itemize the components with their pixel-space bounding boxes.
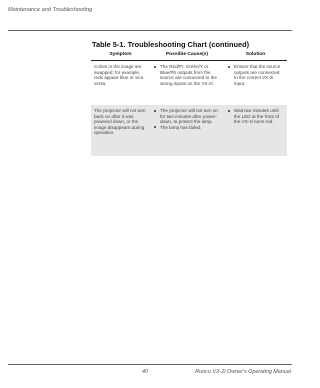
table-header-row (91, 50, 287, 61)
footer-rule (8, 364, 292, 365)
causes-list (153, 64, 221, 86)
running-header: Maintenance and Troubleshooting (8, 7, 93, 13)
page-number: 40 (142, 369, 148, 375)
manual-title: Runco VX-2i Owner's Operating Manual (195, 369, 291, 375)
troubleshooting-table (91, 50, 287, 156)
solutions-list (227, 64, 284, 86)
solution-cell (224, 61, 287, 106)
causes-cell (150, 61, 224, 106)
cause-item: The projector will not turn on for two minutes after power-down, to protect the lamp. (153, 108, 221, 124)
header-rule (8, 30, 292, 31)
solution-cell (224, 105, 287, 156)
table-title: Table 5-1. Troubleshooting Chart (continued) (92, 40, 250, 49)
solutions-list (227, 108, 284, 124)
column-header-causes: Possible Cause(s) (150, 50, 224, 61)
solution-item: Ensure that the source outputs are connected to the correct VX-2i input. (227, 64, 284, 86)
cause-item: The lamp has failed. (153, 125, 221, 130)
column-header-symptom: Symptom (91, 50, 150, 61)
causes-cell (150, 105, 224, 156)
column-header-solution: Solution (224, 50, 287, 61)
symptom-cell: The projector will not turn back on after it was powered down, or the image disappears during operation. (91, 105, 150, 156)
solution-item: Wait two minutes until the LED at the front of the VX-2i turns red. (227, 108, 284, 124)
cause-item: The Red/Pr, Green/Y or Blue/Pb outputs from the source are connected to the wrong inputs on the VX-2i. (153, 64, 221, 86)
table-row (91, 105, 287, 156)
table-row (91, 61, 287, 106)
symptom-cell: Colors in the image are swapped; for example, reds appear blue or vice versa. (91, 61, 150, 106)
causes-list (153, 108, 221, 130)
